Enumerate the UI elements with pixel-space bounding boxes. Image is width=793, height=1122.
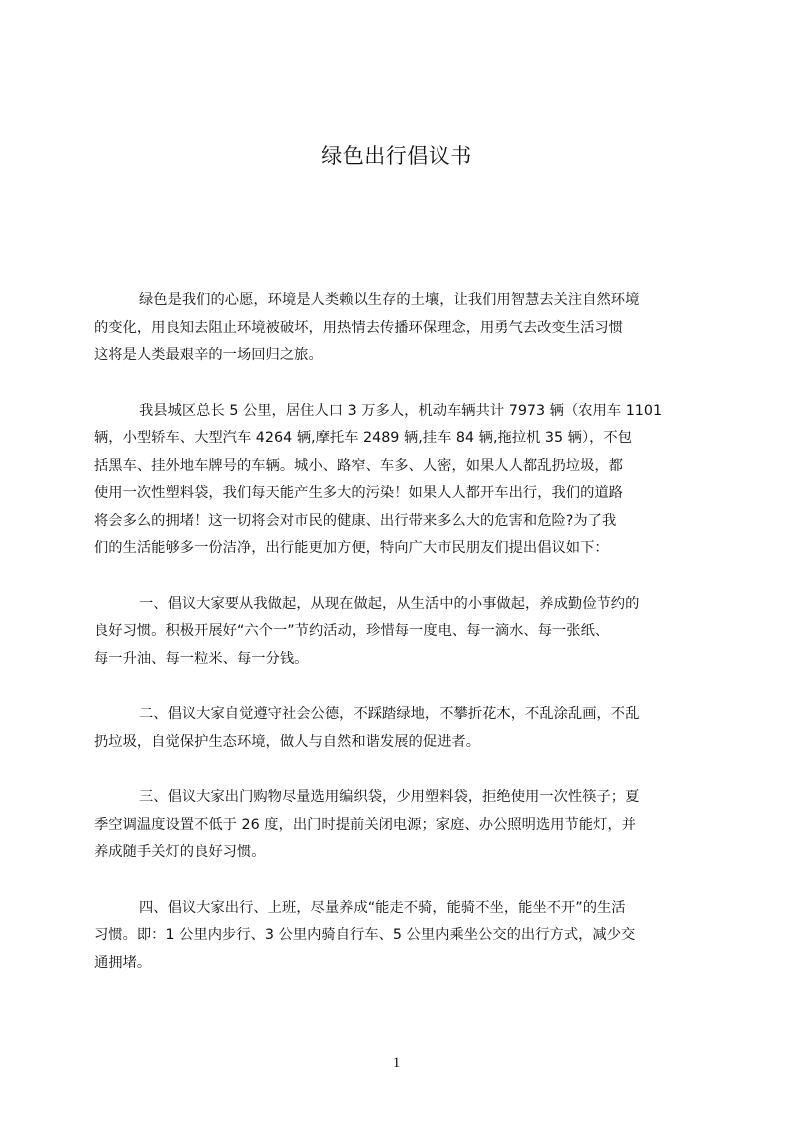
paragraph-line: 扔垃圾，自觉保护生态环境，做人与自然和谐发展的促进者。 (94, 733, 481, 750)
paragraph-gap (94, 867, 700, 895)
document-body (94, 287, 700, 977)
paragraph-line: 辆，小型轿车、大型汽车 4264 辆,摩托车 2489 辆,挂车 84 辆,拖拉机 35 辆），不包 (94, 430, 633, 446)
paragraph-line: 每一升油、每一粒米、每一分钱。 (94, 650, 309, 667)
paragraph-line: 二、倡议大家自觉遵守社会公德，不踩踏绿地，不攀折花木，不乱涂乱画，不乱 (139, 706, 640, 722)
paragraph-line: 良好习惯。积极开展好“六个一”节约活动，珍惜每一度电、每一滴水、每一张纸、 (94, 623, 610, 639)
paragraph-line: 使用一次性塑料袋，我们每天能产生多大的污染！如果人人都开车出行，我们的道路 (94, 485, 623, 501)
document-title: 绿色出行倡议书 (321, 144, 472, 168)
paragraph-line: 四、倡议大家出行、上班，尽量养成“能走不骑，能骑不坐，能坐不开”的生活 (139, 899, 626, 916)
paragraph-line: 季空调温度设置不低于 26 度，出门时提前关闭电源；家庭、办公照明选用节能灯，并 (94, 816, 636, 833)
paragraph-intro (94, 287, 700, 370)
paragraph-proposal-three (94, 784, 700, 867)
paragraph-gap (94, 563, 700, 591)
paragraph-proposal-four (94, 895, 700, 978)
paragraph-gap (94, 673, 700, 701)
paragraph-line: 将会多么的拥堵！这一切将会对市民的健康、出行带来多么大的危害和危险?为了我 (94, 512, 617, 529)
paragraph-line: 一、倡议大家要从我做起，从现在做起，从生活中的小事做起，养成勤俭节约的 (139, 595, 640, 612)
paragraph-line: 通拥堵。 (94, 954, 152, 971)
paragraph-proposal-two (94, 701, 700, 756)
paragraph-gap (94, 756, 700, 784)
paragraph-gap (94, 370, 700, 398)
paragraph-proposal-one (94, 591, 700, 674)
page-number: 1 (392, 1055, 401, 1071)
paragraph-line: 的变化，用良知去阻止环境被破坏，用热情去传播环保理念，用勇气去改变生活习惯 (94, 319, 623, 336)
paragraph-line: 我县城区总长 5 公里，居住人口 3 万多人，机动车辆共计 7973 辆（农用车 1101 (139, 402, 663, 419)
paragraph-line: 绿色是我们的心愿，环境是人类赖以生存的土壤，让我们用智慧去关注自然环境 (139, 292, 640, 308)
paragraph-line: 习惯。即：1 公里内步行、3 公里内骑自行车、5 公里内乘坐公交的出行方式，减少交 (94, 927, 636, 943)
paragraph-line: 养成随手关灯的良好习惯。 (94, 844, 266, 860)
paragraph-line: 括黑车、挂外地车牌号的车辆。城小、路窄、车多、人密，如果人人都乱扔垃圾，都 (94, 457, 623, 474)
paragraph-line: 三、倡议大家出门购物尽量选用编织袋，少用塑料袋，拒绝使用一次性筷子；夏 (139, 789, 640, 805)
paragraph-line: 这将是人类最艰辛的一场回归之旅。 (94, 347, 323, 363)
paragraph-line: 们的生活能够多一份洁净，出行能更加方便，特向广大市民朋友们提出倡议如下： (94, 540, 609, 556)
paragraph-county-statistics (94, 398, 700, 563)
